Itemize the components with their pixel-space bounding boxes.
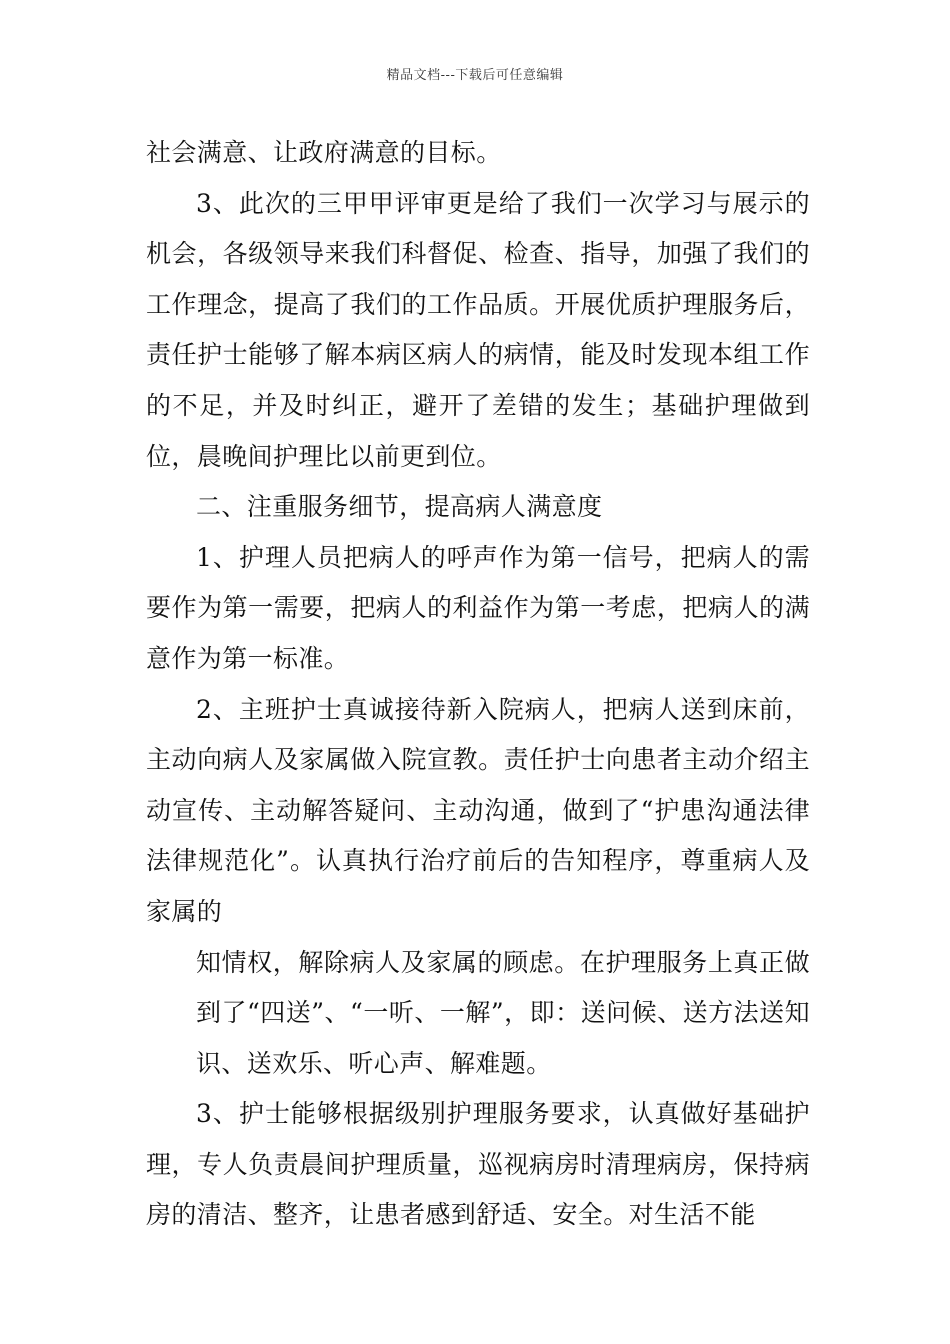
paragraph-1: 社会满意、让政府满意的目标。	[146, 138, 502, 167]
page-header: 精品文档---下载后可任意编辑	[386, 68, 564, 83]
paragraph-2: 3、此次的三甲甲评审更是给了我们一次学习与展示的机会，各级领导来我们科督促、检查、指导，加强了我们的工作理念，提高了我们的工作品质。开展优质护理服务后，责任护士能够了解本病区病人的病情，能及时发现本组工作的不足，并及时纠正，避开了差错的发生；基础护理做到位，晨晚间护理比以前更到位。	[146, 188, 810, 471]
paragraph-3: 1、护理人员把病人的呼声作为第一信号，把病人的需要作为第一需要，把病人的利益作为第一考虑，把病人的满意作为第一标准。	[146, 542, 810, 673]
section-heading: 二、注重服务细节，提高病人满意度	[196, 492, 603, 522]
paragraph-4: 2、主班护士真诚接待新入院病人，把病人送到床前，主动向病人及家属做入院宣教。责任护士向患者主动介绍主动宣传、主动解答疑问、主动沟通，做到了“护患沟通法律法律规范化”。认真执行治疗前后的告知程序，尊重病人及家属的	[146, 694, 810, 926]
document-body	[146, 128, 810, 1241]
paragraph-5: 知情权，解除病人及家属的顾虑。在护理服务上真正做到了“四送”、“一听、一解”，即：送问候、送方法送知识、送欢乐、听心声、解难题。	[196, 947, 810, 1078]
paragraph-6: 3、护士能够根据级别护理服务要求，认真做好基础护理，专人负责晨间护理质量，巡视病房时清理病房，保持病房的清洁、整齐，让患者感到舒适、安全。对生活不能	[146, 1099, 810, 1230]
